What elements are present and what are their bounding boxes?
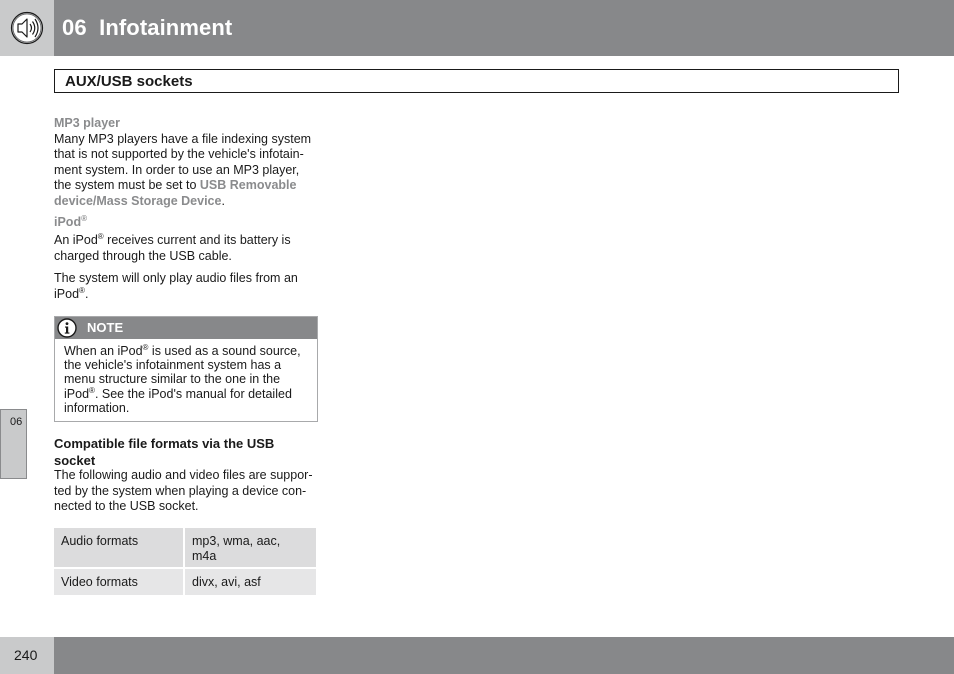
usb-mode-reference: device/Mass Storage Device (54, 193, 222, 208)
formats-text: The following audio and video files are suppor- (54, 468, 313, 482)
note-text: menu structure similar to the one in the (64, 372, 281, 387)
page-header (0, 0, 954, 56)
note-text: is used as a sound source, (148, 344, 301, 358)
usb-mode-reference: USB Removable (199, 178, 297, 193)
table-row (54, 528, 316, 569)
page-number-box (0, 637, 54, 674)
footer-bar (54, 637, 954, 674)
ipod-text: receives current and its battery is (103, 233, 291, 248)
ipod-heading-text: iPod (54, 214, 82, 229)
note-text: . See the iPod's manual for detailed (94, 386, 292, 401)
section-title: AUX/USB sockets (65, 73, 193, 90)
formats-table (54, 528, 316, 595)
ipod-paragraph-1 (54, 233, 320, 264)
ipod-text: charged through the USB cable. (54, 248, 232, 263)
mp3-text: . (221, 193, 225, 208)
ipod-heading (54, 215, 320, 231)
mp3-paragraph (54, 132, 320, 210)
chapter-title (62, 15, 232, 41)
registered-mark: ® (97, 232, 104, 241)
formats-heading-text: Compatible file formats via the USB (54, 436, 275, 451)
formats-text: nected to the USB socket. (54, 499, 199, 514)
registered-mark: ® (81, 213, 87, 223)
table-row (54, 569, 316, 595)
formats-heading (54, 435, 320, 469)
ipod-text: An iPod (54, 233, 98, 248)
formats-heading-text: socket (54, 453, 96, 468)
chapter-side-tab (0, 409, 27, 479)
note-header (55, 317, 317, 339)
formats-paragraph (54, 468, 320, 515)
chapter-icon-box (0, 0, 54, 56)
ipod-text: . (84, 286, 89, 301)
note-body (64, 344, 310, 415)
note-text: the vehicle's infotainment system has a (64, 358, 282, 373)
format-list: m4a (192, 548, 217, 563)
format-list: mp3, wma, aac, (192, 534, 281, 548)
mp3-text: Many MP3 players have a file indexing system (54, 131, 312, 146)
mp3-heading: MP3 player (54, 116, 121, 130)
info-icon (57, 318, 77, 338)
header-bar (54, 0, 954, 56)
table-cell-label: Audio formats (54, 528, 185, 569)
mp3-text: ment system. In order to use an MP3 player, (54, 162, 300, 177)
note-text: When an iPod (64, 344, 143, 358)
table-cell-value (185, 528, 316, 569)
mp3-text: that is not supported by the vehicle's infotain- (54, 147, 304, 162)
mp3-text: the system must be set to (54, 178, 200, 193)
ipod-paragraph-2 (54, 271, 320, 302)
registered-mark: ® (79, 285, 85, 295)
ipod-text: The system will only play audio files from an (54, 271, 298, 286)
note-title: NOTE (87, 320, 124, 335)
table-cell-label: Video formats (54, 569, 185, 595)
chapter-name: Infotainment (99, 15, 233, 40)
registered-mark: ® (142, 342, 149, 352)
page-number: 240 (14, 647, 38, 663)
speaker-icon (10, 11, 44, 45)
formats-text: ted by the system when playing a device con- (54, 483, 307, 498)
note-text: information. (64, 400, 130, 415)
note-text: iPod (64, 386, 90, 401)
registered-mark: ® (89, 385, 95, 395)
note-box (54, 316, 318, 422)
side-tab-label: 06 (10, 416, 23, 428)
main-column (54, 116, 320, 303)
chapter-number: 06 (62, 15, 87, 40)
ipod-text: iPod (54, 286, 80, 301)
section-title-box (54, 69, 899, 93)
table-cell-value: divx, avi, asf (185, 569, 316, 595)
